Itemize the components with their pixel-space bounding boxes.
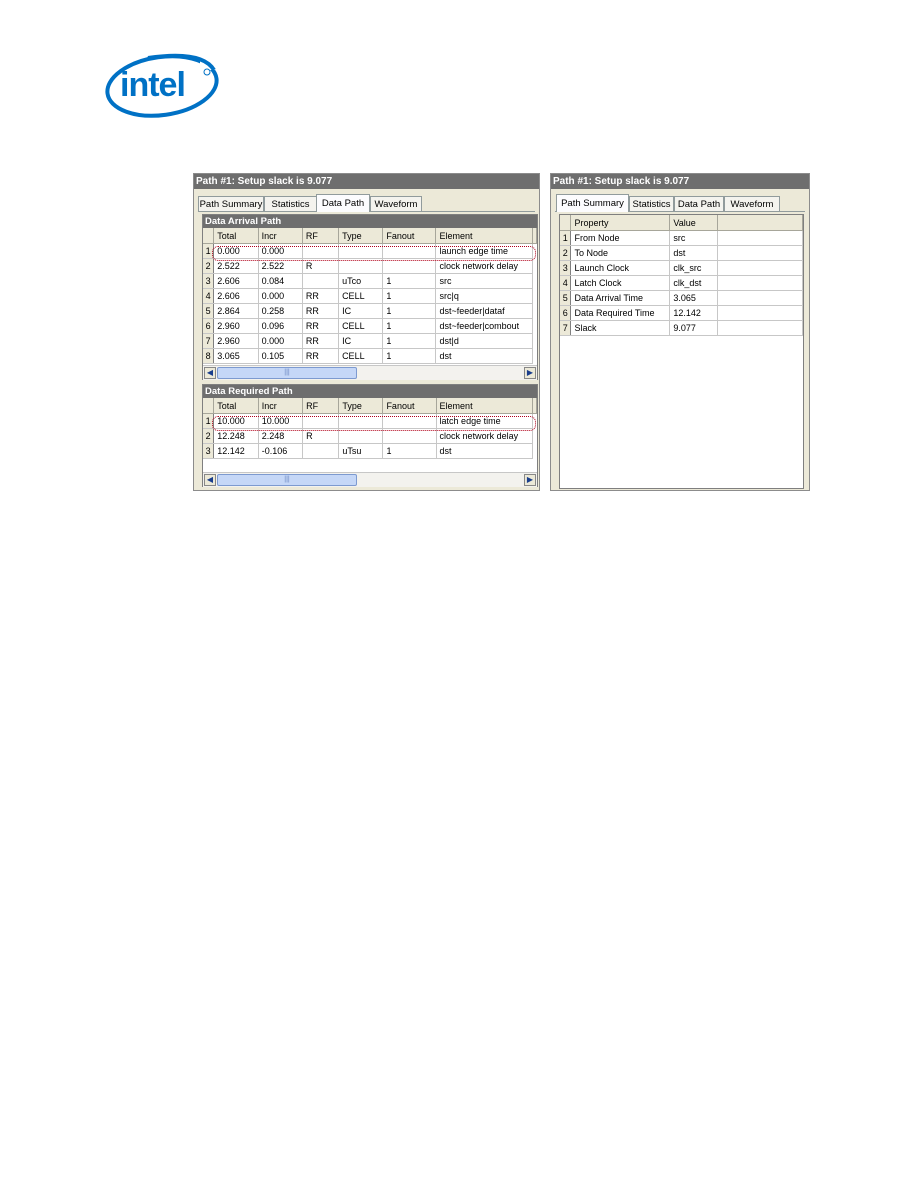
row-number: 2 [560,246,571,261]
data-required-title: Data Required Path [203,385,537,398]
cell-property: Data Required Time [571,306,670,321]
data-arrival-table [203,228,537,364]
table-row[interactable] [203,414,537,429]
cell-type: IC [339,304,383,319]
data-path-panel [193,173,540,491]
cell-rf [302,244,338,259]
tab-data-path[interactable]: Data Path [316,194,370,212]
cell-incr: 2.248 [258,429,302,444]
data-required-section [202,384,538,487]
cell-filler [718,261,803,276]
cell-element: dst [436,349,533,364]
table-row[interactable] [560,291,803,306]
cell-rf: RR [302,349,338,364]
cell-total: 2.960 [214,319,258,334]
cell-fanout [383,259,436,274]
cell-fanout [383,429,436,444]
column-header[interactable]: Total [214,398,258,414]
cell-fanout: 1 [383,304,436,319]
tab-path-summary[interactable]: Path Summary [556,194,629,212]
column-header-filler [533,398,537,414]
column-header[interactable]: Type [339,398,383,414]
tab-statistics[interactable]: Statistics [264,196,317,211]
cell-element: clock network delay [436,259,533,274]
table-header [203,228,537,244]
cell-type [339,259,383,274]
row-number: 4 [560,276,571,291]
row-number: 5 [203,304,214,319]
cell-element: clock network delay [436,429,532,444]
row-number: 6 [203,319,214,334]
cell-value: dst [670,246,718,261]
row-number: 1 [203,414,214,429]
column-header[interactable]: RF [302,228,338,244]
cell-fanout: 1 [383,444,436,459]
table-row[interactable] [203,289,537,304]
cell-type: uTsu [339,444,383,459]
column-header-filler [533,228,537,244]
cell-filler [718,246,803,261]
cell-fanout [383,414,436,429]
svg-text:intel: intel [120,66,185,104]
row-number: 5 [560,291,571,306]
cell-property: From Node [571,231,670,246]
required-hscrollbar[interactable] [203,472,537,487]
row-number: 7 [560,321,571,336]
row-number: 1 [560,231,571,246]
cell-filler [718,306,803,321]
cell-property: Slack [571,321,670,336]
table-row[interactable] [203,244,537,259]
arrival-hscrollbar[interactable] [203,365,537,380]
cell-element: dst|d [436,334,533,349]
cell-incr: 0.000 [258,289,302,304]
tab-waveform[interactable]: Waveform [370,196,422,211]
cell-type: IC [339,334,383,349]
path-summary-panel [550,173,810,491]
path-summary-grid [559,214,804,489]
table-header [203,398,537,414]
cell-type [339,244,383,259]
cell-total: 3.065 [214,349,258,364]
cell-type: uTco [339,274,383,289]
cell-total: 2.606 [214,289,258,304]
scroll-right-icon[interactable]: ▶ [524,474,536,486]
column-header[interactable]: Element [436,228,533,244]
table-row[interactable] [560,306,803,321]
row-number: 2 [203,259,214,274]
cell-element: dst~feeder|combout [436,319,533,334]
cell-fanout: 1 [383,274,436,289]
row-header-corner [560,215,571,231]
cell-incr: 2.522 [258,259,302,274]
cell-total: 2.864 [214,304,258,319]
cell-element: launch edge time [436,244,533,259]
row-number: 3 [203,444,214,459]
column-header[interactable]: Value [670,215,718,231]
table-row[interactable] [203,304,537,319]
scroll-right-icon[interactable]: ▶ [524,367,536,379]
cell-type [339,429,383,444]
panel-title: Path #1: Setup slack is 9.077 [551,174,809,189]
cell-value: 3.065 [670,291,718,306]
cell-incr: 0.258 [258,304,302,319]
cell-type [339,414,383,429]
path-summary-table [560,215,803,336]
table-row[interactable] [203,429,537,444]
cell-rf: RR [302,334,338,349]
cell-total: 10.000 [214,414,258,429]
column-header-filler [718,215,803,231]
cell-incr: -0.106 [258,444,302,459]
cell-filler [718,291,803,306]
cell-value: 9.077 [670,321,718,336]
cell-fanout: 1 [383,289,436,304]
cell-incr: 0.000 [258,244,302,259]
cell-rf: RR [302,319,338,334]
cell-property: Latch Clock [571,276,670,291]
cell-incr: 0.000 [258,334,302,349]
cell-fanout: 1 [383,319,436,334]
cell-total: 2.606 [214,274,258,289]
cell-total: 2.960 [214,334,258,349]
table-row[interactable] [203,349,537,364]
row-number: 8 [203,349,214,364]
scroll-left-icon[interactable]: ◀ [204,367,216,379]
table-row[interactable] [203,334,537,349]
data-arrival-title: Data Arrival Path [203,215,537,228]
cell-rf: R [303,429,339,444]
tab-waveform[interactable]: Waveform [724,196,780,211]
table-header [560,215,803,231]
table-row[interactable] [203,319,537,334]
cell-incr: 10.000 [258,414,302,429]
column-header[interactable]: RF [303,398,339,414]
cell-element: latch edge time [436,414,532,429]
row-number: 6 [560,306,571,321]
cell-element: dst [436,444,532,459]
cell-rf: RR [302,289,338,304]
row-number: 3 [560,261,571,276]
cell-total: 12.142 [214,444,258,459]
cell-incr: 0.096 [258,319,302,334]
cell-filler [718,231,803,246]
cell-element: dst~feeder|dataf [436,304,533,319]
cell-property: Data Arrival Time [571,291,670,306]
row-number: 2 [203,429,214,444]
intel-logo [104,50,220,118]
table-row[interactable] [560,246,803,261]
cell-element: src|q [436,289,533,304]
cell-value: clk_dst [670,276,718,291]
cell-fanout: 1 [383,349,436,364]
scroll-thumb[interactable]: ||| [217,367,357,379]
tab-data-path[interactable]: Data Path [674,196,724,211]
table-row[interactable] [560,321,803,336]
cell-type: CELL [339,319,383,334]
scroll-thumb[interactable]: ||| [217,474,357,486]
tab-statistics[interactable]: Statistics [629,196,674,211]
row-header-corner [203,228,214,244]
column-header[interactable]: Type [339,228,383,244]
cell-type: CELL [339,289,383,304]
row-number: 4 [203,289,214,304]
tab-path-summary[interactable]: Path Summary [198,196,264,211]
table-row[interactable] [560,231,803,246]
cell-value: 12.142 [670,306,718,321]
cell-type: CELL [339,349,383,364]
cell-value: clk_src [670,261,718,276]
column-header[interactable]: Fanout [383,398,436,414]
cell-value: src [670,231,718,246]
cell-incr: 0.084 [258,274,302,289]
cell-property: To Node [571,246,670,261]
cell-fanout: 1 [383,334,436,349]
table-row[interactable] [203,259,537,274]
cell-filler [718,321,803,336]
cell-rf: R [302,259,338,274]
row-number: 1 [203,244,214,259]
row-number: 7 [203,334,214,349]
column-header[interactable]: Property [571,215,670,231]
cell-rf [303,444,339,459]
data-required-table [203,398,537,459]
row-number: 3 [203,274,214,289]
table-row[interactable] [560,276,803,291]
column-header[interactable]: Element [436,398,532,414]
cell-total: 0.000 [214,244,258,259]
panel-title: Path #1: Setup slack is 9.077 [194,174,539,189]
scroll-left-icon[interactable]: ◀ [204,474,216,486]
table-row[interactable] [203,274,537,289]
cell-property: Launch Clock [571,261,670,276]
cell-element: src [436,274,533,289]
column-header[interactable]: Incr [258,398,302,414]
cell-rf [302,274,338,289]
column-header[interactable]: Incr [258,228,302,244]
data-arrival-section [202,214,538,380]
table-row[interactable] [203,444,537,459]
cell-total: 12.248 [214,429,258,444]
column-header[interactable]: Total [214,228,258,244]
row-header-corner [203,398,214,414]
cell-rf [303,414,339,429]
column-header[interactable]: Fanout [383,228,436,244]
table-row[interactable] [560,261,803,276]
cell-fanout [383,244,436,259]
cell-rf: RR [302,304,338,319]
cell-incr: 0.105 [258,349,302,364]
cell-filler [718,276,803,291]
cell-total: 2.522 [214,259,258,274]
